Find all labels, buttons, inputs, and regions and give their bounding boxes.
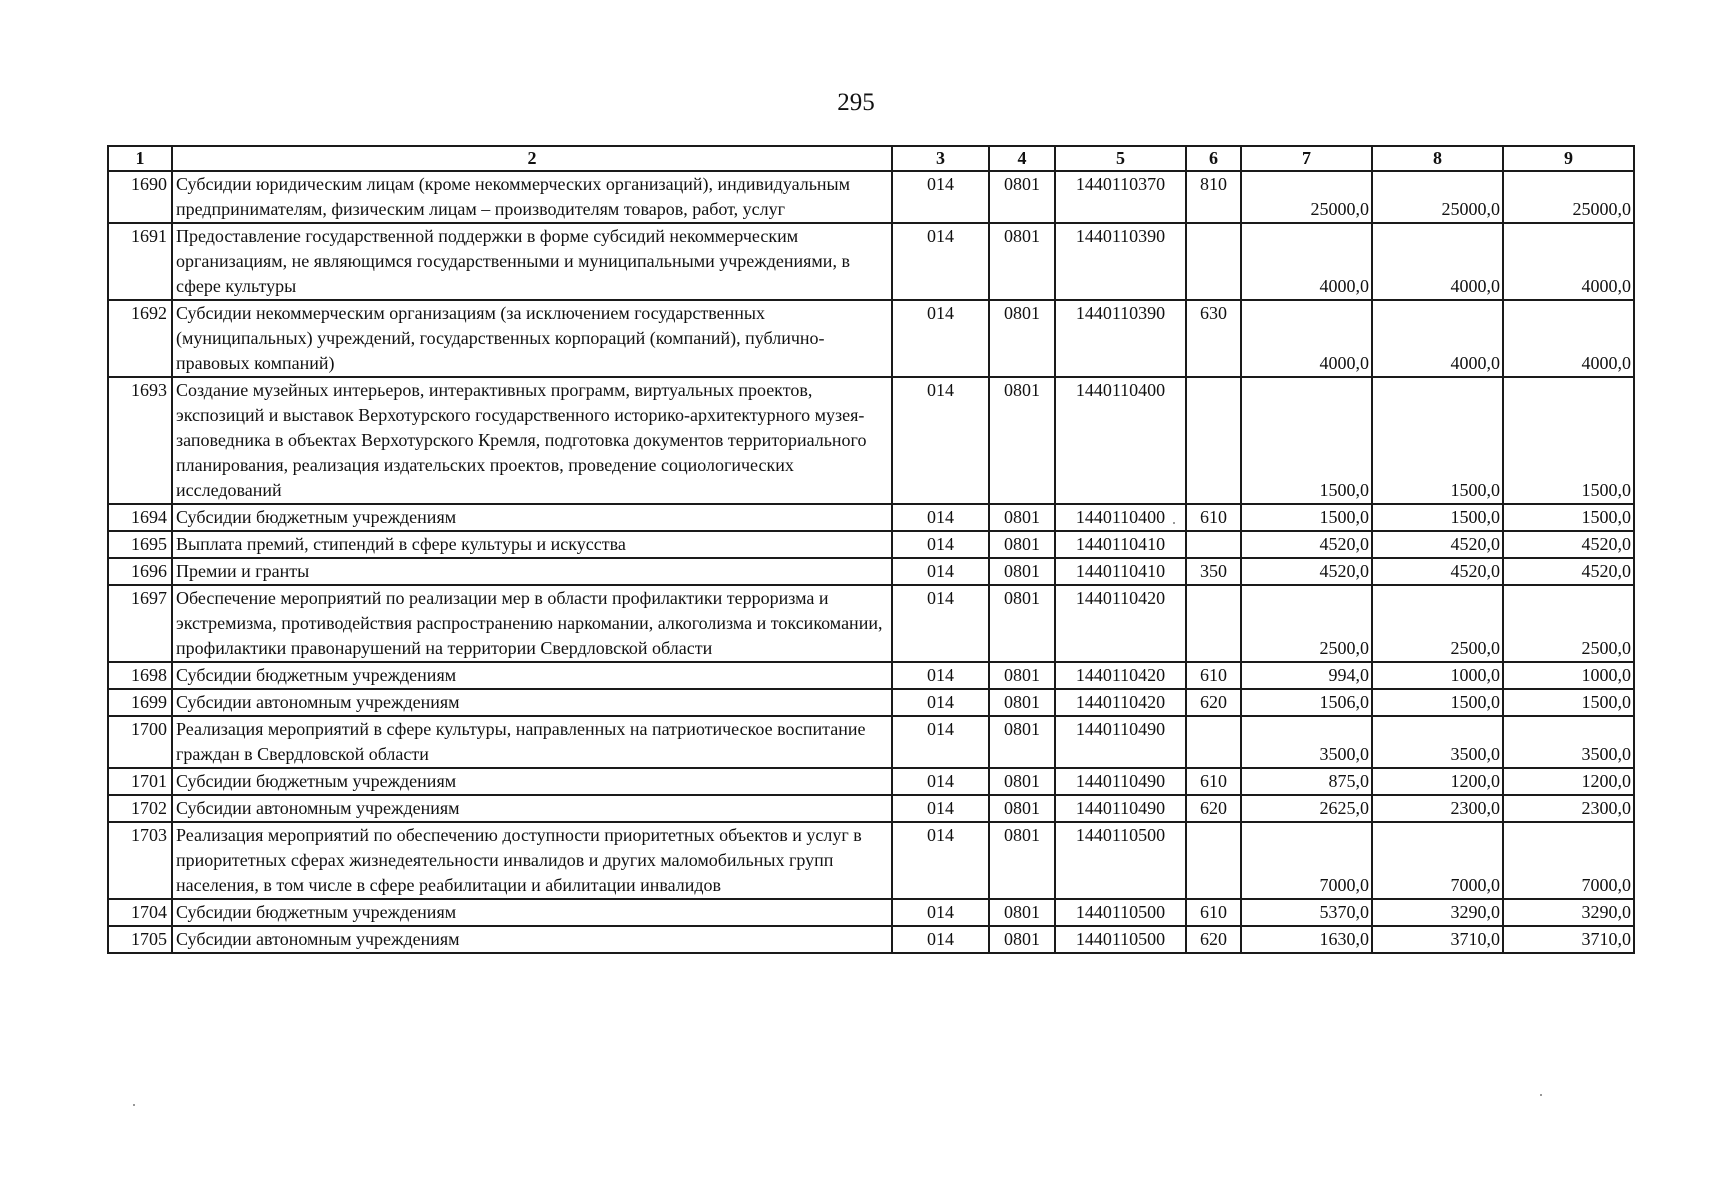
row-code-6: 620 — [1186, 795, 1241, 822]
row-number: 1692 — [108, 300, 172, 377]
row-amount-9: 1000,0 — [1503, 662, 1634, 689]
row-amount-7: 3500,0 — [1241, 716, 1372, 768]
table-row — [108, 768, 1634, 795]
row-code-5: 1440110400 — [1055, 377, 1186, 504]
row-amount-8: 3500,0 — [1372, 716, 1503, 768]
row-amount-8: 3710,0 — [1372, 926, 1503, 953]
row-amount-8: 1500,0 — [1372, 504, 1503, 531]
row-amount-7: 5370,0 — [1241, 899, 1372, 926]
budget-table — [107, 145, 1635, 954]
table-row — [108, 795, 1634, 822]
row-amount-7: 7000,0 — [1241, 822, 1372, 899]
row-code-4: 0801 — [989, 585, 1055, 662]
column-header: 1 — [108, 146, 172, 171]
row-number: 1699 — [108, 689, 172, 716]
table-row — [108, 504, 1634, 531]
row-code-3: 014 — [892, 716, 989, 768]
row-name: Реализация мероприятий в сфере культуры, направленных на патриотическое воспитание граждан в Свердловской области — [172, 716, 892, 768]
row-amount-8: 2300,0 — [1372, 795, 1503, 822]
row-code-5: 1440110370 — [1055, 171, 1186, 223]
table-row — [108, 558, 1634, 585]
scan-speck — [1540, 1094, 1542, 1096]
row-code-6: 610 — [1186, 899, 1241, 926]
table-body — [108, 171, 1634, 953]
row-number: 1702 — [108, 795, 172, 822]
row-code-5: 1440110490 — [1055, 768, 1186, 795]
row-code-5: 1440110410 — [1055, 531, 1186, 558]
row-code-4: 0801 — [989, 795, 1055, 822]
table-row — [108, 822, 1634, 899]
row-name: Субсидии бюджетным учреждениям — [172, 662, 892, 689]
row-code-5: 1440110400 — [1055, 504, 1186, 531]
row-code-4: 0801 — [989, 716, 1055, 768]
row-code-5: 1440110390 — [1055, 300, 1186, 377]
row-code-3: 014 — [892, 223, 989, 300]
row-amount-9: 3710,0 — [1503, 926, 1634, 953]
row-number: 1693 — [108, 377, 172, 504]
row-name: Реализация мероприятий по обеспечению доступности приоритетных объектов и услуг в приоритетных сферах жизнедеятельности инвалидов и других маломобильных групп населения, в том числе в сфере реабилитации и абилитации инвалидов — [172, 822, 892, 899]
row-amount-9: 4520,0 — [1503, 531, 1634, 558]
row-amount-7: 994,0 — [1241, 662, 1372, 689]
row-amount-9: 3290,0 — [1503, 899, 1634, 926]
row-name: Субсидии автономным учреждениям — [172, 926, 892, 953]
row-code-3: 014 — [892, 768, 989, 795]
row-amount-7: 4000,0 — [1241, 223, 1372, 300]
row-code-6 — [1186, 377, 1241, 504]
row-amount-8: 3290,0 — [1372, 899, 1503, 926]
row-amount-9: 4520,0 — [1503, 558, 1634, 585]
row-amount-8: 4520,0 — [1372, 531, 1503, 558]
row-code-3: 014 — [892, 531, 989, 558]
row-amount-9: 2300,0 — [1503, 795, 1634, 822]
table-row — [108, 716, 1634, 768]
row-code-3: 014 — [892, 689, 989, 716]
row-code-4: 0801 — [989, 768, 1055, 795]
row-amount-8: 7000,0 — [1372, 822, 1503, 899]
row-amount-8: 2500,0 — [1372, 585, 1503, 662]
row-code-4: 0801 — [989, 504, 1055, 531]
row-amount-7: 1506,0 — [1241, 689, 1372, 716]
table-row — [108, 926, 1634, 953]
table-row — [108, 689, 1634, 716]
row-number: 1696 — [108, 558, 172, 585]
row-code-5: 1440110500 — [1055, 926, 1186, 953]
row-amount-9: 1500,0 — [1503, 377, 1634, 504]
row-code-6: 350 — [1186, 558, 1241, 585]
row-name: Премии и гранты — [172, 558, 892, 585]
row-code-4: 0801 — [989, 899, 1055, 926]
row-number: 1697 — [108, 585, 172, 662]
row-code-3: 014 — [892, 899, 989, 926]
column-header: 6 — [1186, 146, 1241, 171]
row-code-3: 014 — [892, 377, 989, 504]
row-code-4: 0801 — [989, 171, 1055, 223]
row-code-6 — [1186, 585, 1241, 662]
table-row — [108, 531, 1634, 558]
row-code-5: 1440110420 — [1055, 662, 1186, 689]
row-number: 1703 — [108, 822, 172, 899]
table-row — [108, 377, 1634, 504]
table-row — [108, 662, 1634, 689]
row-code-3: 014 — [892, 300, 989, 377]
column-header: 3 — [892, 146, 989, 171]
row-name: Субсидии бюджетным учреждениям — [172, 768, 892, 795]
row-code-4: 0801 — [989, 822, 1055, 899]
row-number: 1695 — [108, 531, 172, 558]
row-code-4: 0801 — [989, 300, 1055, 377]
row-name: Субсидии автономным учреждениям — [172, 795, 892, 822]
row-code-6: 620 — [1186, 689, 1241, 716]
row-code-3: 014 — [892, 795, 989, 822]
row-amount-7: 1500,0 — [1241, 377, 1372, 504]
row-name: Обеспечение мероприятий по реализации мер в области профилактики терроризма и экстремизма, противодействия распространению наркомании, алкоголизма и токсикомании, профилактики правонарушений на территории Свердловской области — [172, 585, 892, 662]
column-header: 8 — [1372, 146, 1503, 171]
row-code-5: 1440110500 — [1055, 899, 1186, 926]
row-amount-9: 25000,0 — [1503, 171, 1634, 223]
row-code-4: 0801 — [989, 531, 1055, 558]
row-name: Создание музейных интерьеров, интерактивных программ, виртуальных проектов, экспозиций и выставок Верхотурского государственного историко-архитектурного музея-заповедника в объектах Верхотурского Кремля, подготовка документов территориального планирования, реализация издательских проектов, проведение социологических исследований — [172, 377, 892, 504]
row-amount-9: 7000,0 — [1503, 822, 1634, 899]
row-code-6: 620 — [1186, 926, 1241, 953]
row-code-5: 1440110420 — [1055, 689, 1186, 716]
row-amount-9: 3500,0 — [1503, 716, 1634, 768]
scan-speck — [133, 1104, 135, 1106]
row-number: 1705 — [108, 926, 172, 953]
row-number: 1700 — [108, 716, 172, 768]
row-code-6: 610 — [1186, 768, 1241, 795]
row-code-3: 014 — [892, 926, 989, 953]
row-code-6 — [1186, 716, 1241, 768]
row-amount-8: 4000,0 — [1372, 223, 1503, 300]
table-row — [108, 300, 1634, 377]
column-header: 5 — [1055, 146, 1186, 171]
row-amount-8: 25000,0 — [1372, 171, 1503, 223]
row-amount-7: 4520,0 — [1241, 531, 1372, 558]
page-number: 295 — [837, 89, 875, 116]
row-name: Субсидии бюджетным учреждениям — [172, 504, 892, 531]
column-header: 9 — [1503, 146, 1634, 171]
row-amount-7: 2625,0 — [1241, 795, 1372, 822]
row-code-3: 014 — [892, 585, 989, 662]
row-amount-9: 4000,0 — [1503, 223, 1634, 300]
row-amount-8: 1500,0 — [1372, 689, 1503, 716]
row-name: Выплата премий, стипендий в сфере культуры и искусства — [172, 531, 892, 558]
row-code-6 — [1186, 822, 1241, 899]
column-header: 4 — [989, 146, 1055, 171]
row-amount-9: 1500,0 — [1503, 504, 1634, 531]
scan-speck — [1173, 522, 1175, 524]
row-amount-7: 4000,0 — [1241, 300, 1372, 377]
row-name: Субсидии автономным учреждениям — [172, 689, 892, 716]
row-name: Субсидии юридическим лицам (кроме некоммерческих организаций), индивидуальным предпринимателям, физическим лицам – производителям товаров, работ, услуг — [172, 171, 892, 223]
row-amount-7: 875,0 — [1241, 768, 1372, 795]
row-number: 1690 — [108, 171, 172, 223]
row-code-3: 014 — [892, 171, 989, 223]
row-name: Субсидии бюджетным учреждениям — [172, 899, 892, 926]
row-number: 1701 — [108, 768, 172, 795]
column-header: 7 — [1241, 146, 1372, 171]
row-code-5: 1440110490 — [1055, 716, 1186, 768]
row-amount-9: 1200,0 — [1503, 768, 1634, 795]
table-row — [108, 223, 1634, 300]
row-code-6 — [1186, 223, 1241, 300]
row-code-4: 0801 — [989, 558, 1055, 585]
row-code-3: 014 — [892, 558, 989, 585]
row-amount-8: 1000,0 — [1372, 662, 1503, 689]
row-code-4: 0801 — [989, 223, 1055, 300]
row-amount-9: 4000,0 — [1503, 300, 1634, 377]
row-code-6 — [1186, 531, 1241, 558]
row-code-6: 630 — [1186, 300, 1241, 377]
row-amount-7: 4520,0 — [1241, 558, 1372, 585]
row-name: Предоставление государственной поддержки в форме субсидий некоммерческим организациям, не являющимся государственными и муниципальными учреждениями, в сфере культуры — [172, 223, 892, 300]
row-code-6: 610 — [1186, 504, 1241, 531]
row-number: 1698 — [108, 662, 172, 689]
row-code-5: 1440110420 — [1055, 585, 1186, 662]
row-code-4: 0801 — [989, 377, 1055, 504]
row-number: 1694 — [108, 504, 172, 531]
row-amount-9: 1500,0 — [1503, 689, 1634, 716]
row-amount-7: 25000,0 — [1241, 171, 1372, 223]
row-code-5: 1440110410 — [1055, 558, 1186, 585]
row-code-4: 0801 — [989, 662, 1055, 689]
row-code-4: 0801 — [989, 689, 1055, 716]
row-code-5: 1440110490 — [1055, 795, 1186, 822]
row-amount-8: 4000,0 — [1372, 300, 1503, 377]
column-header: 2 — [172, 146, 892, 171]
table-header-row — [108, 146, 1634, 171]
row-number: 1691 — [108, 223, 172, 300]
row-code-3: 014 — [892, 822, 989, 899]
row-number: 1704 — [108, 899, 172, 926]
row-amount-8: 4520,0 — [1372, 558, 1503, 585]
row-code-5: 1440110390 — [1055, 223, 1186, 300]
row-amount-7: 2500,0 — [1241, 585, 1372, 662]
table-row — [108, 899, 1634, 926]
table-row — [108, 585, 1634, 662]
row-code-6: 610 — [1186, 662, 1241, 689]
row-code-3: 014 — [892, 662, 989, 689]
table-row — [108, 171, 1634, 223]
row-code-4: 0801 — [989, 926, 1055, 953]
row-amount-8: 1200,0 — [1372, 768, 1503, 795]
row-code-3: 014 — [892, 504, 989, 531]
row-code-6: 810 — [1186, 171, 1241, 223]
row-amount-7: 1630,0 — [1241, 926, 1372, 953]
row-amount-7: 1500,0 — [1241, 504, 1372, 531]
row-amount-9: 2500,0 — [1503, 585, 1634, 662]
row-code-5: 1440110500 — [1055, 822, 1186, 899]
row-name: Субсидии некоммерческим организациям (за исключением государственных (муниципальных) учреждений, государственных корпораций (компаний), публично-правовых компаний) — [172, 300, 892, 377]
row-amount-8: 1500,0 — [1372, 377, 1503, 504]
